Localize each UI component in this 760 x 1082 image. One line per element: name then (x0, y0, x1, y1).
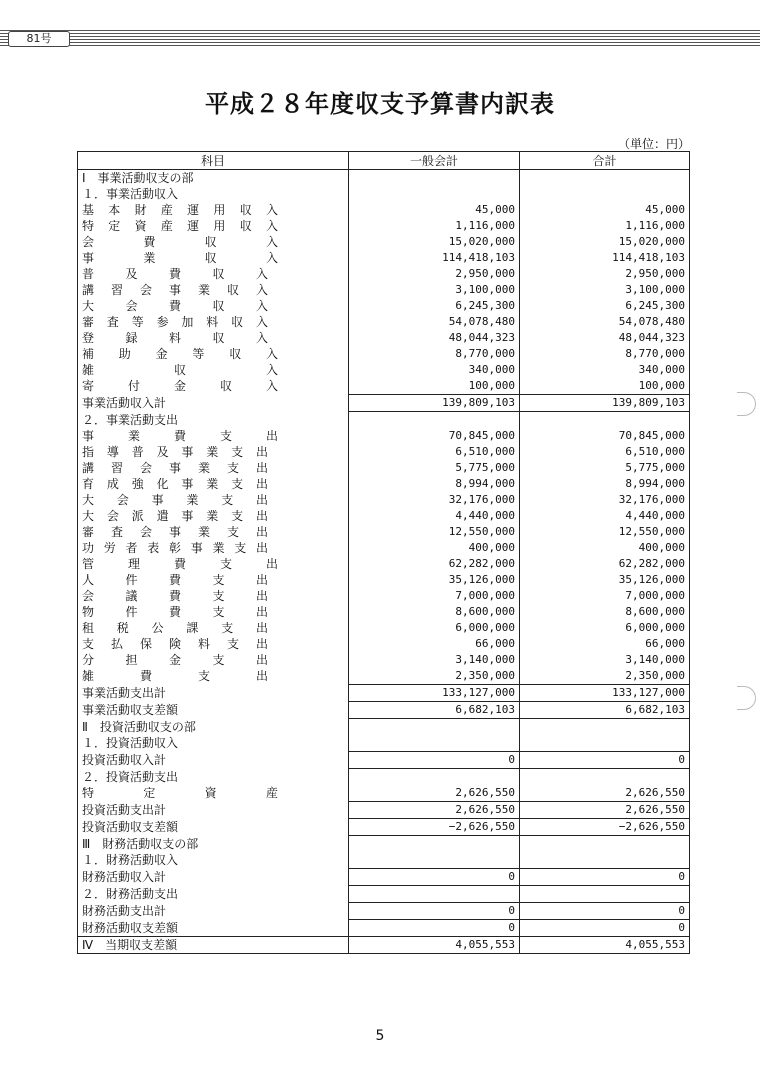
total-amount: 7,000,000 (520, 588, 690, 604)
total-amount: 114,418,103 (520, 250, 690, 266)
row-label (78, 186, 349, 202)
table-row (78, 492, 690, 508)
row-label (78, 234, 349, 250)
page-number: 5 (375, 1028, 385, 1044)
row-label (78, 620, 349, 636)
total-amount: 6,245,300 (520, 298, 690, 314)
general-amount: 6,245,300 (349, 298, 520, 314)
table-row (78, 508, 690, 524)
total-amount: 3,100,000 (520, 282, 690, 298)
general-amount: 2,626,550 (349, 802, 520, 819)
table-row (78, 588, 690, 604)
total-amount: 54,078,480 (520, 314, 690, 330)
row-label (78, 785, 349, 802)
general-amount (349, 836, 520, 853)
table-row (78, 476, 690, 492)
row-label (78, 540, 349, 556)
total-amount: 400,000 (520, 540, 690, 556)
general-amount: −2,626,550 (349, 819, 520, 836)
row-label-text: １．投資活動収入 (82, 736, 179, 751)
general-amount: 5,775,000 (349, 460, 520, 476)
row-label-text: 会費収入 (82, 235, 278, 249)
issue-number: 81号 (8, 31, 70, 47)
row-label (78, 852, 349, 869)
general-amount: 400,000 (349, 540, 520, 556)
general-amount: 2,950,000 (349, 266, 520, 282)
general-amount: 1,116,000 (349, 218, 520, 234)
table-row (78, 903, 690, 920)
general-amount (349, 186, 520, 202)
row-label (78, 508, 349, 524)
row-label-text: 財務活動支出計 (82, 904, 167, 918)
row-label-text: 投資活動支出計 (82, 803, 167, 817)
row-label-text: 管理費支出 (82, 557, 278, 571)
budget-table (77, 151, 690, 954)
table-row (78, 362, 690, 378)
table-row (78, 802, 690, 819)
total-amount: 139,809,103 (520, 395, 690, 412)
table-row (78, 428, 690, 444)
total-amount (520, 412, 690, 429)
row-label-text: Ⅱ 投資活動収支の部 (82, 719, 196, 734)
total-amount (520, 170, 690, 187)
general-amount: 8,770,000 (349, 346, 520, 362)
table-row (78, 852, 690, 869)
total-amount (520, 836, 690, 853)
row-label-text: 分担金支出 (82, 653, 268, 667)
row-label-text: 財務活動収入計 (82, 870, 167, 884)
row-label-text: 功労者表彰事業支出 (82, 541, 268, 555)
row-label (78, 218, 349, 234)
general-amount: 54,078,480 (349, 314, 520, 330)
row-label-text: 事業活動収入計 (82, 396, 167, 410)
row-label-text: 補助金等収入 (82, 347, 278, 361)
total-amount: 48,044,323 (520, 330, 690, 346)
total-amount: 45,000 (520, 202, 690, 218)
total-amount: 62,282,000 (520, 556, 690, 572)
total-amount: 0 (520, 903, 690, 920)
general-amount: 133,127,000 (349, 685, 520, 702)
total-amount: 70,845,000 (520, 428, 690, 444)
general-amount: 114,418,103 (349, 250, 520, 266)
table-row (78, 920, 690, 937)
row-label-text: 大会派遣事業支出 (82, 509, 268, 523)
row-label-text: 事業費支出 (82, 429, 278, 443)
row-label (78, 330, 349, 346)
total-amount: 8,600,000 (520, 604, 690, 620)
row-label (78, 460, 349, 476)
total-amount: 2,950,000 (520, 266, 690, 282)
row-label (78, 202, 349, 218)
total-amount: 2,626,550 (520, 785, 690, 802)
total-amount: 15,020,000 (520, 234, 690, 250)
row-label (78, 524, 349, 540)
table-row (78, 218, 690, 234)
row-label-text: 事業活動支出計 (82, 686, 167, 700)
header-total: 合計 (520, 152, 690, 170)
row-label-text: ２．事業活動支出 (82, 412, 179, 427)
general-amount: 6,000,000 (349, 620, 520, 636)
row-label (78, 314, 349, 330)
total-amount: 32,176,000 (520, 492, 690, 508)
binder-hole (737, 392, 756, 416)
row-label (78, 428, 349, 444)
total-amount: 6,000,000 (520, 620, 690, 636)
total-amount (520, 186, 690, 202)
general-amount: 48,044,323 (349, 330, 520, 346)
table-row (78, 702, 690, 719)
table-row (78, 819, 690, 836)
general-amount: 340,000 (349, 362, 520, 378)
total-amount: 100,000 (520, 378, 690, 395)
general-amount: 0 (349, 752, 520, 769)
row-label-text: 投資活動収入計 (82, 753, 167, 767)
table-row (78, 668, 690, 685)
row-label-text: 審査等参加料収入 (82, 315, 268, 329)
row-label-text: 登録料収入 (82, 331, 268, 345)
total-amount (520, 886, 690, 903)
general-amount: 6,682,103 (349, 702, 520, 719)
general-amount (349, 852, 520, 869)
row-label-text: 育成強化事業支出 (82, 477, 268, 491)
table-row (78, 444, 690, 460)
total-amount: 0 (520, 920, 690, 937)
general-amount: 0 (349, 920, 520, 937)
total-amount: −2,626,550 (520, 819, 690, 836)
table-row (78, 785, 690, 802)
row-label-text: Ⅰ 事業活動収支の部 (82, 171, 194, 185)
table-row (78, 620, 690, 636)
table-row (78, 250, 690, 266)
total-amount: 4,055,553 (520, 937, 690, 954)
general-amount: 3,140,000 (349, 652, 520, 668)
row-label (78, 444, 349, 460)
table-row (78, 869, 690, 886)
row-label-text: ２．財務活動支出 (82, 887, 179, 901)
row-label (78, 769, 349, 786)
row-label-text: 雑費支出 (82, 669, 268, 684)
general-amount (349, 719, 520, 736)
general-amount (349, 886, 520, 903)
row-label (78, 556, 349, 572)
row-label-text: 会議費支出 (82, 589, 268, 603)
general-amount: 139,809,103 (349, 395, 520, 412)
total-amount (520, 852, 690, 869)
table-row (78, 266, 690, 282)
table-row (78, 395, 690, 412)
total-amount: 3,140,000 (520, 652, 690, 668)
row-label (78, 869, 349, 886)
row-label (78, 378, 349, 395)
table-row (78, 719, 690, 736)
row-label (78, 920, 349, 937)
total-amount: 133,127,000 (520, 685, 690, 702)
total-amount: 8,994,000 (520, 476, 690, 492)
general-amount (349, 170, 520, 187)
table-row (78, 330, 690, 346)
row-label (78, 735, 349, 752)
row-label (78, 476, 349, 492)
table-row (78, 234, 690, 250)
total-amount: 1,116,000 (520, 218, 690, 234)
row-label (78, 903, 349, 920)
row-label-text: 基本財産運用収入 (82, 203, 278, 217)
row-label (78, 636, 349, 652)
total-amount (520, 769, 690, 786)
total-amount: 8,770,000 (520, 346, 690, 362)
total-amount: 66,000 (520, 636, 690, 652)
row-label-text: 財務活動収支差額 (82, 920, 179, 935)
total-amount: 2,350,000 (520, 668, 690, 685)
total-amount: 0 (520, 869, 690, 886)
general-amount: 8,994,000 (349, 476, 520, 492)
row-label-text: 人件費支出 (82, 573, 268, 587)
row-label-text: 大会費収入 (82, 299, 268, 313)
row-label-text: 指導普及事業支出 (82, 445, 268, 459)
row-label (78, 346, 349, 362)
row-label (78, 836, 349, 853)
total-amount: 0 (520, 752, 690, 769)
table-row (78, 735, 690, 752)
row-label-text: 講習会事業支出 (82, 461, 268, 475)
row-label-text: 審査会事業支出 (82, 525, 268, 539)
row-label (78, 604, 349, 620)
row-label (78, 412, 349, 429)
page-title: 平成２８年度収支予算書内訳表 (205, 89, 555, 118)
row-label (78, 819, 349, 836)
row-label-text: 特定資産 (82, 786, 278, 801)
total-amount: 6,510,000 (520, 444, 690, 460)
header-band (0, 30, 760, 46)
row-label-text: 普及費収入 (82, 267, 268, 281)
row-label-text: 物件費支出 (82, 605, 268, 619)
header-subject: 科目 (78, 152, 349, 170)
general-amount: 62,282,000 (349, 556, 520, 572)
row-label (78, 588, 349, 604)
general-amount: 2,626,550 (349, 785, 520, 802)
table-row (78, 298, 690, 314)
total-amount: 340,000 (520, 362, 690, 378)
total-amount: 5,775,000 (520, 460, 690, 476)
total-amount (520, 735, 690, 752)
table-row (78, 572, 690, 588)
row-label-text: Ⅲ 財務活動収支の部 (82, 836, 199, 851)
row-label-text: 支払保険料支出 (82, 637, 268, 651)
general-amount (349, 769, 520, 786)
row-label (78, 937, 349, 954)
table-row (78, 636, 690, 652)
general-amount (349, 412, 520, 429)
general-amount: 8,600,000 (349, 604, 520, 620)
table-row (78, 604, 690, 620)
row-label (78, 282, 349, 298)
row-label (78, 668, 349, 685)
table-row (78, 752, 690, 769)
row-label-text: 大会事業支出 (82, 493, 268, 507)
general-amount: 12,550,000 (349, 524, 520, 540)
table-row (78, 685, 690, 702)
general-amount: 6,510,000 (349, 444, 520, 460)
row-label-text: 事業活動収支差額 (82, 703, 179, 717)
row-label (78, 702, 349, 719)
row-label (78, 362, 349, 378)
row-label-text: 投資活動収支差額 (82, 820, 179, 834)
general-amount: 4,440,000 (349, 508, 520, 524)
total-amount: 6,682,103 (520, 702, 690, 719)
table-row (78, 170, 690, 187)
table-row (78, 460, 690, 476)
row-label (78, 652, 349, 668)
row-label (78, 266, 349, 282)
row-label (78, 886, 349, 903)
row-label (78, 752, 349, 769)
table-row (78, 346, 690, 362)
total-amount (520, 719, 690, 736)
general-amount: 4,055,553 (349, 937, 520, 954)
total-amount: 2,626,550 (520, 802, 690, 819)
row-label (78, 250, 349, 266)
general-amount: 3,100,000 (349, 282, 520, 298)
general-amount: 70,845,000 (349, 428, 520, 444)
row-label (78, 298, 349, 314)
general-amount: 32,176,000 (349, 492, 520, 508)
binder-hole (737, 686, 756, 710)
table-row (78, 886, 690, 903)
row-label-text: ２．投資活動支出 (82, 769, 179, 784)
row-label-text: Ⅳ 当期収支差額 (82, 938, 178, 952)
table-row (78, 314, 690, 330)
row-label (78, 492, 349, 508)
general-amount: 0 (349, 903, 520, 920)
general-amount (349, 735, 520, 752)
total-amount: 12,550,000 (520, 524, 690, 540)
general-amount: 7,000,000 (349, 588, 520, 604)
general-amount: 0 (349, 869, 520, 886)
row-label-text: 講習会事業収入 (82, 283, 268, 297)
row-label-text: 寄付金収入 (82, 379, 278, 394)
row-label-text: 特定資産運用収入 (82, 219, 278, 233)
table-row (78, 836, 690, 853)
row-label-text: 雑収入 (82, 363, 278, 377)
general-amount: 35,126,000 (349, 572, 520, 588)
row-label (78, 685, 349, 702)
row-label-text: １．事業活動収入 (82, 187, 179, 201)
row-label (78, 719, 349, 736)
general-amount: 66,000 (349, 636, 520, 652)
table-row (78, 652, 690, 668)
table-row (78, 524, 690, 540)
table-row (78, 937, 690, 954)
table-row (78, 378, 690, 395)
header-general: 一般会計 (349, 152, 520, 170)
table-row (78, 282, 690, 298)
table-row (78, 186, 690, 202)
row-label (78, 572, 349, 588)
table-row (78, 556, 690, 572)
row-label-text: 租税公課支出 (82, 621, 268, 635)
row-label-text: １．財務活動収入 (82, 853, 179, 868)
general-amount: 45,000 (349, 202, 520, 218)
table-row (78, 202, 690, 218)
general-amount: 2,350,000 (349, 668, 520, 685)
table-row (78, 769, 690, 786)
general-amount: 15,020,000 (349, 234, 520, 250)
unit-label: （単位：円） (617, 137, 690, 151)
row-label (78, 395, 349, 412)
table-header (78, 152, 690, 170)
general-amount: 100,000 (349, 378, 520, 395)
total-amount: 35,126,000 (520, 572, 690, 588)
table-row (78, 412, 690, 429)
table-row (78, 540, 690, 556)
row-label (78, 802, 349, 819)
total-amount: 4,440,000 (520, 508, 690, 524)
row-label-text: 事業収入 (82, 251, 278, 265)
row-label (78, 170, 349, 187)
